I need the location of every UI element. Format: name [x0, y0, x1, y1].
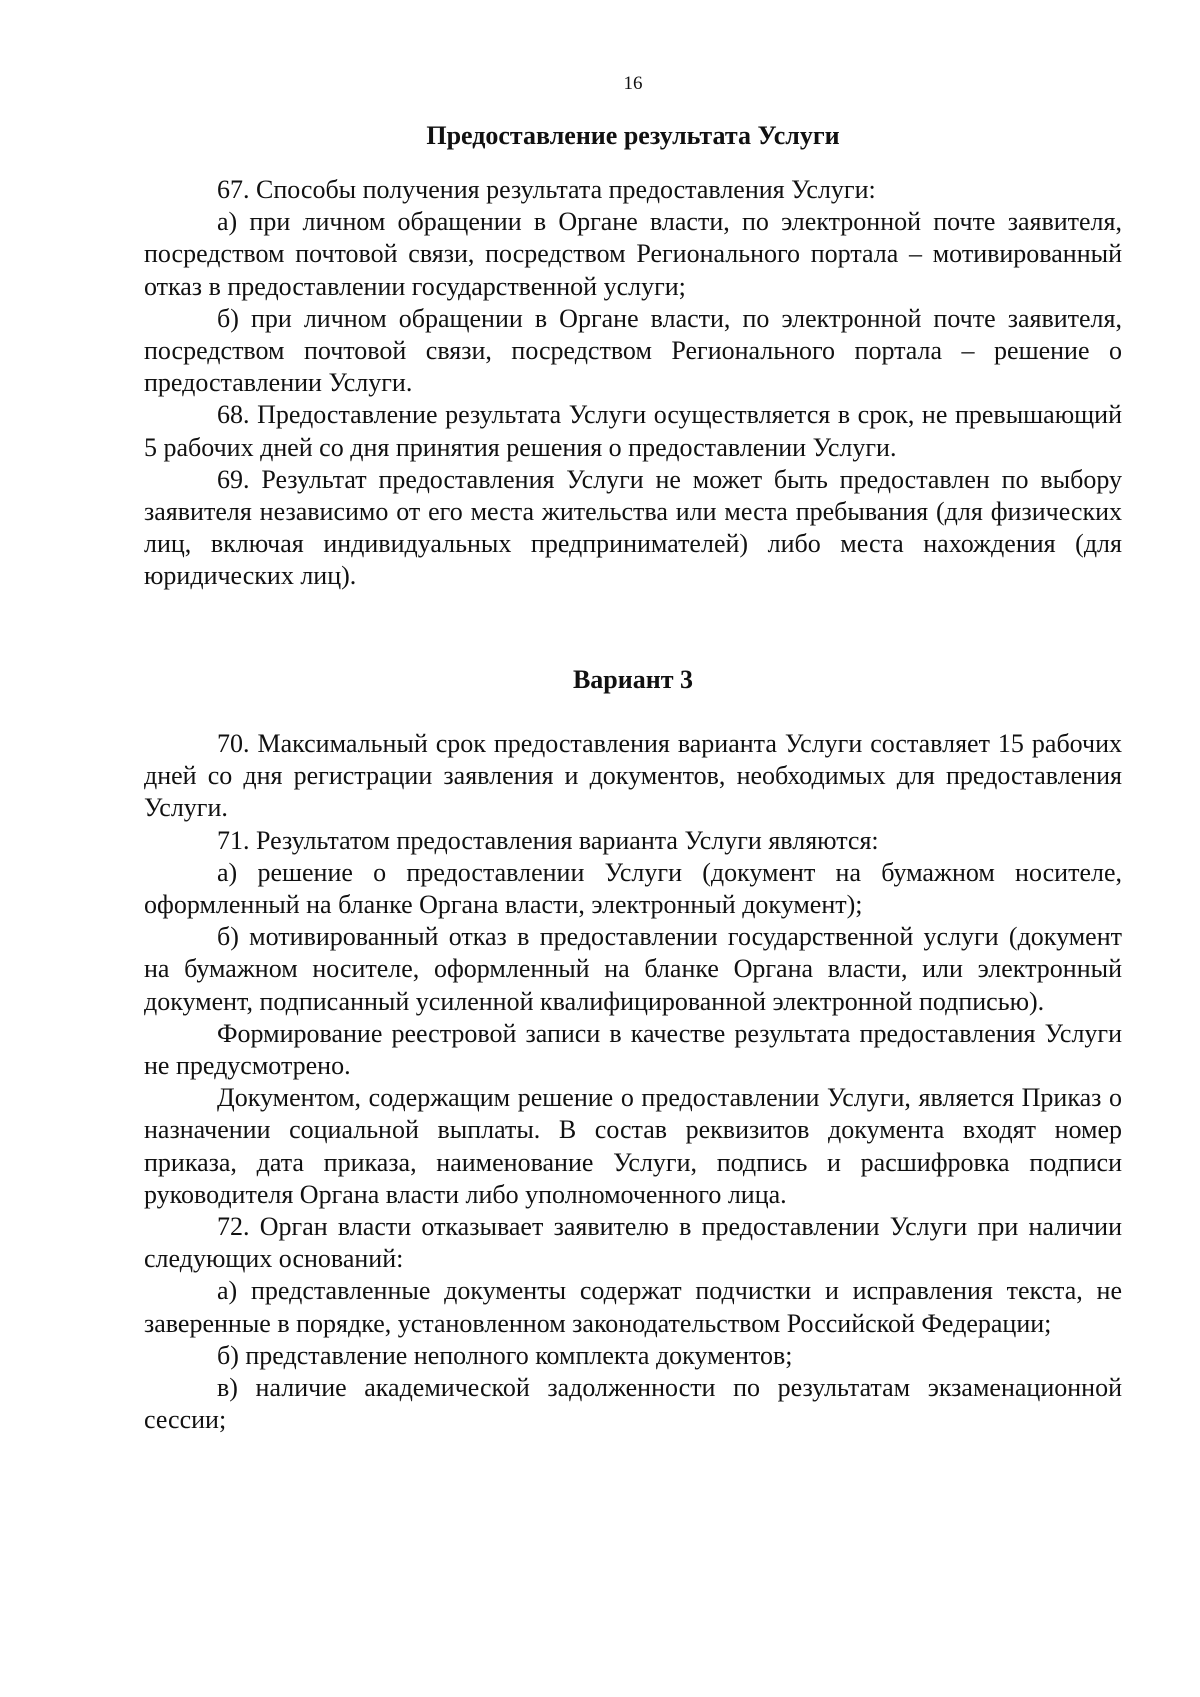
paragraph: а) представленные документы содержат подчистки и исправления текста, не заверенные в порядке, установленном законодательством Российской Федерации;: [144, 1276, 1122, 1338]
paragraph: 67. Способы получения результата предоставления Услуги:: [217, 175, 876, 204]
paragraph: Документом, содержащим решение о предоставлении Услуги, является Приказ о назначении социальной выплаты. В состав реквизитов документа входят номер приказа, дата приказа, наименование Услуги, подпись и расшифровка подписи руководителя Органа власти либо уполномоченного лица.: [144, 1083, 1122, 1209]
paragraph: б) при личном обращении в Органе власти, по электронной почте заявителя, посредством почтовой связи, посредством Регионального портала – решение о предоставлении Услуги.: [144, 303, 1122, 398]
section-body-result: [144, 174, 1122, 593]
section-heading-result: Предоставление результата Услуги: [426, 121, 840, 150]
section-body-variant: [144, 728, 1122, 1436]
paragraph: б) мотивированный отказ в предоставлении государственной услуги (документ на бумажном носителе, оформленный на бланке Органа власти, или электронный документ, подписанный усиленной квалифицированной электронной подписью).: [144, 922, 1122, 1016]
paragraph: 70. Максимальный срок предоставления варианта Услуги составляет 15 рабочих дней со дня регистрации заявления и документов, необходимых для предоставления Услуги.: [144, 729, 1122, 823]
paragraph: 72. Орган власти отказывает заявителю в предоставлении Услуги при наличии следующих оснований:: [144, 1212, 1122, 1274]
paragraph: б) представление неполного комплекта документов;: [217, 1340, 793, 1370]
paragraph: 69. Результат предоставления Услуги не может быть предоставлен по выбору заявителя независимо от его места жительства или места пребывания (для физических лиц, включая индивидуальных предпринимателей) либо места нахождения (для юридических лиц).: [144, 464, 1122, 591]
paragraph: 71. Результатом предоставления варианта Услуги являются:: [217, 825, 879, 855]
paragraph: Формирование реестровой записи в качестве результата предоставления Услуги не предусмотрено.: [144, 1018, 1122, 1081]
paragraph: а) решение о предоставлении Услуги (документ на бумажном носителе, оформленный на бланке Органа власти, электронный документ);: [144, 857, 1122, 920]
paragraph: 68. Предоставление результата Услуги осуществляется в срок, не превышающий 5 рабочих дней со дня принятия решения о предоставлении Услуги.: [144, 400, 1122, 462]
paragraph: а) при личном обращении в Органе власти, по электронной почте заявителя, посредством почтовой связи, посредством Регионального портала – мотивированный отказ в предоставлении государственной услуги;: [144, 207, 1122, 301]
page-number: 16: [623, 73, 643, 94]
paragraph: в) наличие академической задолженности по результатам экзаменационной сессии;: [144, 1373, 1122, 1435]
section-heading-variant: Вариант 3: [572, 665, 694, 694]
